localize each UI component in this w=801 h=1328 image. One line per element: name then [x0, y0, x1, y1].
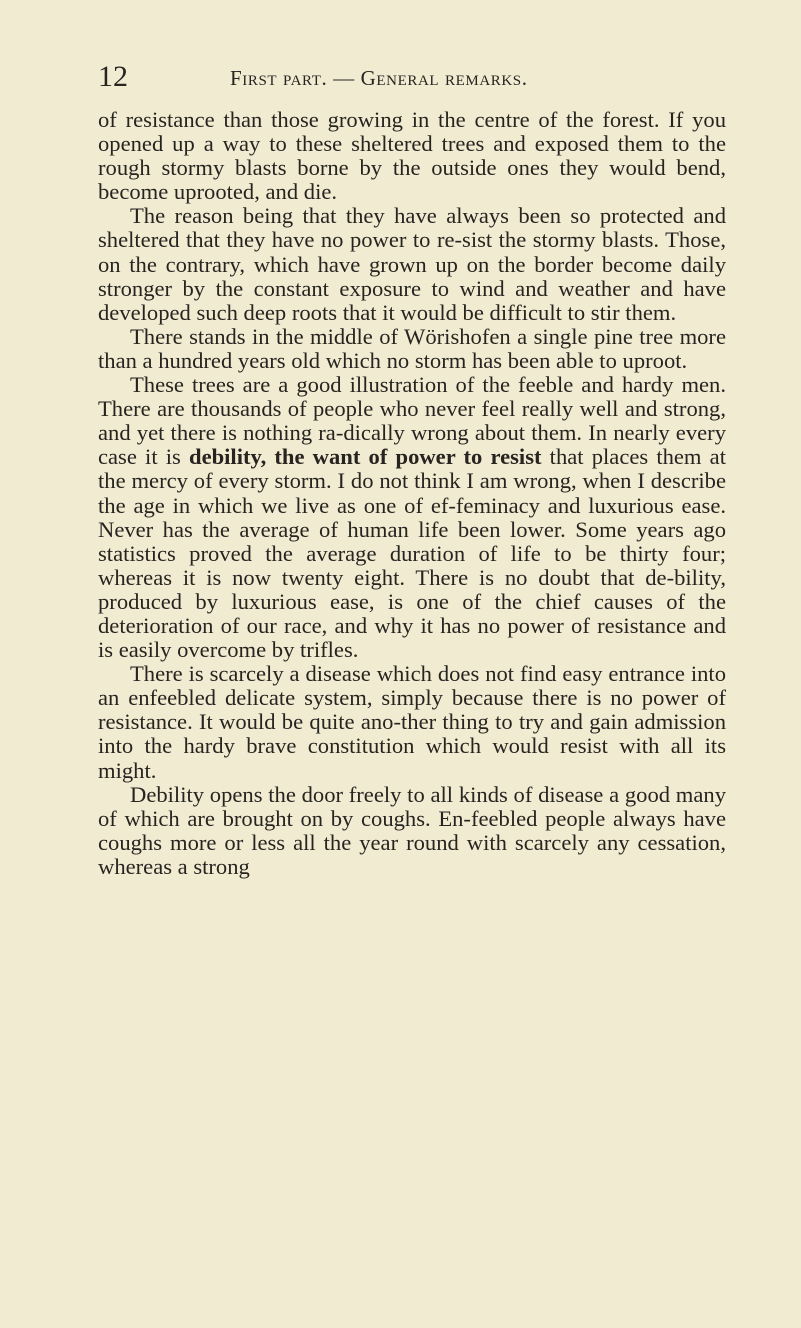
paragraph: There is scarcely a disease which does not find easy entrance into an enfeebled delicate system, simply because there is no power of resistance. It would be quite ano-ther thing to try and gain admission into the hardy brave constitution which would resist with all its might. [98, 661, 726, 783]
paragraph: The reason being that they have always been so protected and sheltered that they have no power to re-sist the stormy blasts. Those, on the contrary, which have grown up on the border become daily stronger by the constant exposure to wind and weather and have developed such deep roots that it would be difficult to stir them. [98, 203, 726, 325]
running-head: First part. — General remarks. [230, 66, 528, 90]
body-text [98, 108, 726, 879]
bold-emphasis: debility, the want of power to resist [189, 444, 542, 470]
paragraph-text: These trees are a good illustration of the feeble and hardy men. There are thousands of people who never feel really well and strong, and yet there is nothing ra-dically wrong about them. In nearly every case it is [98, 372, 726, 470]
paragraph: Debility opens the door freely to all kinds of disease a good many of which are brought on by coughs. En-feebled people always have coughs more or less all the year round with scarcely any cessation, whereas a strong [98, 781, 726, 879]
page-header [98, 54, 738, 94]
page-number: 12 [98, 60, 128, 93]
paragraph-text: that places them at the mercy of every storm. I do not think I am wrong, when I describe the age in which we live as one of ef-feminacy and luxurious ease. Never has the average of human life been lower. Some years ago statistics proved the average duration of life to be thirty four; whereas it is now twenty eight. There is no doubt that de-bility, produced by luxurious ease, is one of the chief causes of the deterioration of our race, and why it has no power of resistance and is easily overcome by trifles. [98, 444, 726, 663]
paragraph: There stands in the middle of Wörishofen a single pine tree more than a hundred years old which no storm has been able to uproot. [98, 323, 726, 373]
paragraph: of resistance than those growing in the centre of the forest. If you opened up a way to these sheltered trees and exposed them to the rough stormy blasts borne by the outside ones they would bend, become uprooted, and die. [98, 107, 726, 205]
paragraph [98, 373, 726, 662]
